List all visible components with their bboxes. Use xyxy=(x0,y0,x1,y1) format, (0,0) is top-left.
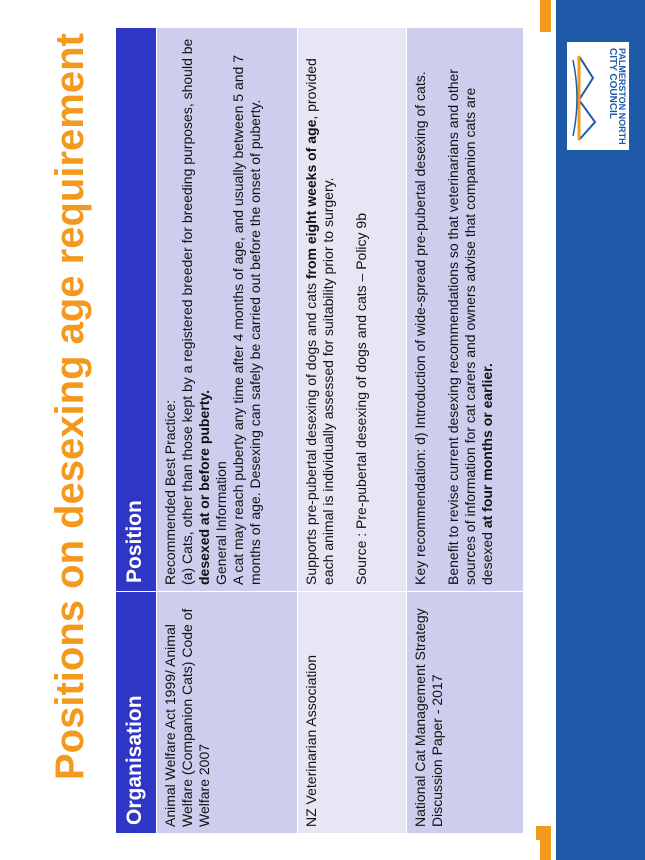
cell-organisation: Animal Welfare Act 1999/ Animal Welfare (Companion Cats) Code of Welfare 2007 xyxy=(157,592,298,834)
position-text: Supports pre-pubertal desexing of dogs and cats from eight weeks of age, provided each animal is individually assessed for suitability prior to surgery. xyxy=(303,58,336,585)
logo-line1: PALMERSTON NORTH xyxy=(617,48,627,145)
position-source: Source : Pre-pubertal desexing of dogs and cats – Policy 9b xyxy=(353,213,369,585)
header-organisation: Organisation xyxy=(116,592,157,834)
position-text: Recommended Best Practice: xyxy=(162,399,178,585)
cell-position xyxy=(298,28,407,592)
council-logo xyxy=(565,40,631,152)
logo-line2: CITY COUNCIL xyxy=(607,48,618,119)
position-text: Key recommendation: d) Introduction of wide-spread pre-pubertal desexing of cats. xyxy=(412,71,428,585)
cell-organisation: NZ Veterinarian Association xyxy=(298,592,407,834)
cell-organisation: National Cat Management Strategy Discussion Paper - 2017 xyxy=(407,592,524,834)
cell-position xyxy=(157,28,298,592)
position-text: General Information xyxy=(213,461,229,585)
position-text: Benefit to revise current desexing recommendations so that veterinarians and other sources of information for cat carers and owners advise that companion cats are desexed at four months or earlier. xyxy=(445,69,495,585)
position-text: A cat may reach puberty any time after 4 months of age, and usually between 5 and 7 months of age. Desexing can safely be carried out before the onset of puberty. xyxy=(230,55,263,585)
table-row xyxy=(298,28,407,834)
table-row xyxy=(407,28,524,834)
table-header-row xyxy=(116,28,157,834)
council-logo-icon xyxy=(571,50,601,146)
cell-position xyxy=(407,28,524,592)
header-position: Position xyxy=(116,28,157,592)
slide-title: Positions on desexing age requirement xyxy=(48,33,92,780)
positions-table xyxy=(115,27,524,834)
table-row xyxy=(157,28,298,834)
position-text: (a) Cats, other than those kept by a registered breeder for breeding purposes, should be desexed at or before puberty. xyxy=(179,38,212,585)
